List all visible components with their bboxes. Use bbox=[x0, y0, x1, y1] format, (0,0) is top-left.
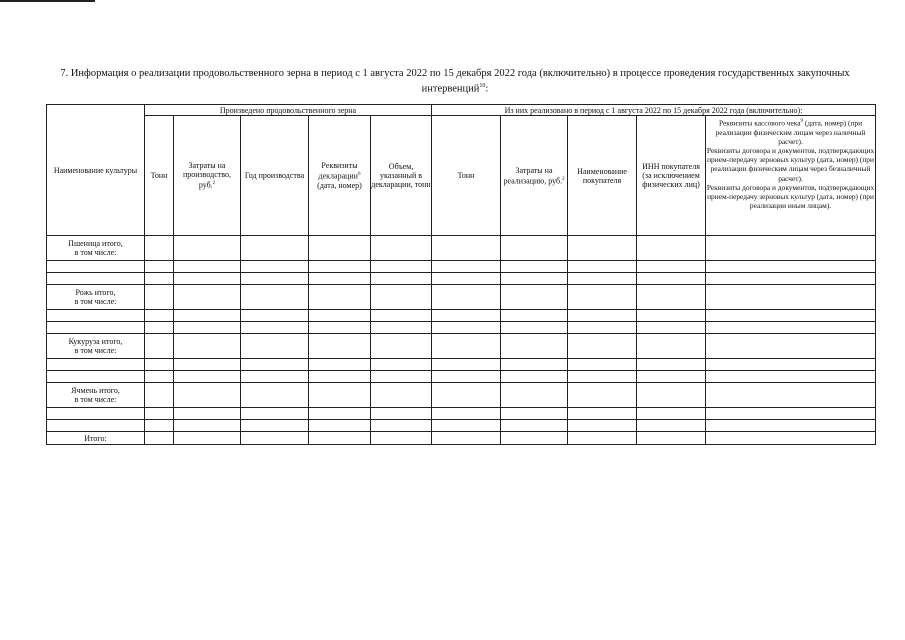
cell[interactable] bbox=[432, 273, 501, 285]
cashless-contract-text: Реквизиты договора и документов, подтверждающих прием-передачу зерновых культур (дата, номер) (при реализации физическим лицам через безналичный расчет). bbox=[706, 146, 875, 183]
cell[interactable] bbox=[637, 420, 706, 432]
cell[interactable] bbox=[371, 420, 432, 432]
cell[interactable] bbox=[371, 322, 432, 334]
cell[interactable] bbox=[432, 420, 501, 432]
cell[interactable] bbox=[501, 322, 568, 334]
table-row-blank bbox=[47, 371, 876, 383]
cell[interactable] bbox=[174, 273, 241, 285]
cell[interactable] bbox=[706, 273, 876, 285]
cell[interactable] bbox=[501, 236, 568, 261]
cell[interactable] bbox=[706, 285, 876, 310]
cell[interactable] bbox=[637, 334, 706, 359]
form-section-title bbox=[40, 67, 870, 96]
cell[interactable] bbox=[241, 432, 309, 445]
table-row-blank bbox=[47, 359, 876, 371]
cell[interactable] bbox=[706, 383, 876, 408]
cell[interactable] bbox=[637, 236, 706, 261]
cell[interactable] bbox=[568, 310, 637, 322]
cell[interactable] bbox=[371, 334, 432, 359]
table-row-barley bbox=[47, 383, 876, 408]
crop-wheat: Пшеница итого, в том числе: bbox=[47, 236, 145, 261]
cell[interactable] bbox=[637, 322, 706, 334]
footnote-10: 10 bbox=[479, 83, 486, 89]
table-row-rye bbox=[47, 285, 876, 310]
cell[interactable] bbox=[706, 236, 876, 261]
cell[interactable] bbox=[241, 322, 309, 334]
header-sale-costs: Затраты на реализацию, руб.$^2$ bbox=[501, 116, 568, 236]
cell[interactable] bbox=[174, 285, 241, 310]
cell[interactable] bbox=[371, 371, 432, 383]
title-line-2: интервенций$^{10}$: bbox=[421, 83, 489, 95]
cell[interactable] bbox=[432, 261, 501, 273]
cell[interactable] bbox=[432, 310, 501, 322]
cell[interactable] bbox=[241, 236, 309, 261]
cell[interactable] bbox=[174, 261, 241, 273]
cell[interactable] bbox=[637, 432, 706, 445]
cell[interactable] bbox=[568, 408, 637, 420]
cell[interactable] bbox=[371, 359, 432, 371]
cell[interactable] bbox=[47, 359, 145, 371]
cell[interactable] bbox=[241, 420, 309, 432]
cell[interactable] bbox=[637, 371, 706, 383]
table-row-blank bbox=[47, 273, 876, 285]
scan-edge-mark bbox=[0, 0, 95, 5]
other-contract-text: Реквизиты договора и документов, подтверждающих прием-передачу зерновых культур (дата, номер) (при реализации иным лицам). bbox=[706, 182, 875, 211]
cell[interactable] bbox=[706, 432, 876, 445]
cell[interactable] bbox=[568, 273, 637, 285]
cell[interactable] bbox=[706, 322, 876, 334]
cell[interactable] bbox=[145, 334, 174, 359]
cell[interactable] bbox=[47, 310, 145, 322]
cell[interactable] bbox=[174, 322, 241, 334]
cell[interactable] bbox=[241, 273, 309, 285]
table-row-blank bbox=[47, 420, 876, 432]
cell[interactable] bbox=[241, 371, 309, 383]
cell[interactable] bbox=[309, 420, 371, 432]
cell[interactable] bbox=[501, 408, 568, 420]
cell[interactable] bbox=[501, 310, 568, 322]
cell[interactable] bbox=[145, 359, 174, 371]
cell[interactable] bbox=[309, 310, 371, 322]
cell[interactable] bbox=[47, 420, 145, 432]
table-row-blank bbox=[47, 322, 876, 334]
cell[interactable] bbox=[47, 408, 145, 420]
cell[interactable] bbox=[145, 310, 174, 322]
table-row-blank bbox=[47, 310, 876, 322]
cell[interactable] bbox=[432, 236, 501, 261]
cell[interactable] bbox=[174, 408, 241, 420]
cell[interactable] bbox=[47, 261, 145, 273]
cell[interactable] bbox=[174, 371, 241, 383]
cell[interactable] bbox=[371, 261, 432, 273]
cell[interactable] bbox=[241, 383, 309, 408]
cell[interactable] bbox=[706, 310, 876, 322]
cell[interactable] bbox=[241, 359, 309, 371]
cell[interactable] bbox=[371, 310, 432, 322]
header-buyer-inn: ИНН покупателя (за исключением физических лиц) bbox=[637, 116, 706, 236]
cell[interactable] bbox=[706, 334, 876, 359]
cell[interactable] bbox=[309, 371, 371, 383]
table-row-total bbox=[47, 432, 876, 445]
cell[interactable] bbox=[241, 285, 309, 310]
cell[interactable] bbox=[371, 273, 432, 285]
cell[interactable] bbox=[432, 285, 501, 310]
cell[interactable] bbox=[568, 383, 637, 408]
cell[interactable] bbox=[309, 432, 371, 445]
crop-barley: Ячмень итого, в том числе: bbox=[47, 383, 145, 408]
cell[interactable] bbox=[432, 322, 501, 334]
cell[interactable] bbox=[174, 383, 241, 408]
cell[interactable] bbox=[145, 261, 174, 273]
cell[interactable] bbox=[432, 432, 501, 445]
receipt-requisites-text: Реквизиты кассового чека$^9$ (дата, номер) (при реализации физическим лицам через наличный расчет). bbox=[715, 118, 866, 146]
cell[interactable] bbox=[568, 334, 637, 359]
crop-corn: Кукуруза итого, в том числе: bbox=[47, 334, 145, 359]
cell[interactable] bbox=[174, 359, 241, 371]
cell[interactable] bbox=[501, 383, 568, 408]
cell[interactable] bbox=[501, 359, 568, 371]
header-buyer-name: Наименование покупателя bbox=[568, 116, 637, 236]
cell[interactable] bbox=[568, 420, 637, 432]
header-tons: Тонн bbox=[145, 116, 174, 236]
cell[interactable] bbox=[309, 285, 371, 310]
header-crop-name: Наименование культуры bbox=[47, 105, 145, 236]
header-production-costs: Затраты на производство, руб.$^2$ bbox=[174, 116, 241, 236]
cell[interactable] bbox=[706, 359, 876, 371]
cell[interactable] bbox=[501, 371, 568, 383]
cell[interactable] bbox=[309, 334, 371, 359]
cell[interactable] bbox=[501, 420, 568, 432]
cell[interactable] bbox=[145, 408, 174, 420]
cell[interactable] bbox=[637, 261, 706, 273]
header-payment-requisites bbox=[706, 116, 876, 236]
cell[interactable] bbox=[568, 432, 637, 445]
grain-sales-table bbox=[46, 104, 876, 445]
cell[interactable] bbox=[241, 310, 309, 322]
cell[interactable] bbox=[432, 359, 501, 371]
header-sold-tons: Тонн bbox=[432, 116, 501, 236]
cell[interactable] bbox=[309, 408, 371, 420]
cell[interactable] bbox=[432, 383, 501, 408]
table-row-corn bbox=[47, 334, 876, 359]
cell[interactable] bbox=[174, 420, 241, 432]
cell[interactable] bbox=[501, 261, 568, 273]
cell[interactable] bbox=[568, 285, 637, 310]
cell[interactable] bbox=[432, 371, 501, 383]
total-label: Итого: bbox=[47, 432, 145, 445]
cell[interactable] bbox=[241, 408, 309, 420]
cell[interactable] bbox=[706, 261, 876, 273]
cell[interactable] bbox=[309, 322, 371, 334]
table-row-blank bbox=[47, 261, 876, 273]
cell[interactable] bbox=[309, 273, 371, 285]
cell[interactable] bbox=[371, 383, 432, 408]
cell[interactable] bbox=[47, 371, 145, 383]
cell[interactable] bbox=[145, 285, 174, 310]
cell[interactable] bbox=[241, 261, 309, 273]
cell[interactable] bbox=[637, 383, 706, 408]
cell[interactable] bbox=[145, 371, 174, 383]
cell[interactable] bbox=[637, 408, 706, 420]
cell[interactable] bbox=[145, 432, 174, 445]
cell[interactable] bbox=[568, 322, 637, 334]
cell[interactable] bbox=[568, 359, 637, 371]
table-row-wheat bbox=[47, 236, 876, 261]
cell[interactable] bbox=[371, 285, 432, 310]
cell[interactable] bbox=[371, 432, 432, 445]
cell[interactable] bbox=[432, 408, 501, 420]
header-declared-volume: Объем, указанный в декларации, тонн bbox=[371, 116, 432, 236]
cell[interactable] bbox=[309, 236, 371, 261]
cell[interactable] bbox=[145, 420, 174, 432]
cell[interactable] bbox=[706, 408, 876, 420]
cell[interactable] bbox=[637, 359, 706, 371]
cell[interactable] bbox=[371, 408, 432, 420]
cell[interactable] bbox=[174, 432, 241, 445]
cell[interactable] bbox=[568, 261, 637, 273]
header-group-produced: Произведено продовольственного зерна bbox=[145, 105, 432, 116]
cell[interactable] bbox=[637, 273, 706, 285]
header-declaration-details: Реквизиты декларации$^6$ (дата, номер) bbox=[309, 116, 371, 236]
cell[interactable] bbox=[47, 273, 145, 285]
cell[interactable] bbox=[568, 371, 637, 383]
cell[interactable] bbox=[309, 383, 371, 408]
cell[interactable] bbox=[371, 236, 432, 261]
cell[interactable] bbox=[309, 359, 371, 371]
cell[interactable] bbox=[145, 236, 174, 261]
title-line-1: 7. Информация о реализации продовольственного зерна в период с 1 августа 2022 по 15 декабря 2022 года (включительно) в процессе проведения государственных закупочных bbox=[60, 68, 850, 79]
cell[interactable] bbox=[145, 322, 174, 334]
cell[interactable] bbox=[568, 236, 637, 261]
cell[interactable] bbox=[145, 383, 174, 408]
cell[interactable] bbox=[501, 334, 568, 359]
cell[interactable] bbox=[637, 310, 706, 322]
cell[interactable] bbox=[501, 285, 568, 310]
cell[interactable] bbox=[706, 420, 876, 432]
cell[interactable] bbox=[145, 273, 174, 285]
table-row-blank bbox=[47, 408, 876, 420]
header-production-year: Год производства bbox=[241, 116, 309, 236]
cell[interactable] bbox=[174, 310, 241, 322]
cell[interactable] bbox=[47, 322, 145, 334]
header-group-sold: Из них реализовано в период с 1 августа 2022 по 15 декабря 2022 года (включительно): bbox=[432, 105, 876, 116]
cell[interactable] bbox=[501, 432, 568, 445]
cell[interactable] bbox=[432, 334, 501, 359]
cell[interactable] bbox=[637, 285, 706, 310]
cell[interactable] bbox=[174, 236, 241, 261]
crop-rye: Рожь итого, в том числе: bbox=[47, 285, 145, 310]
cell[interactable] bbox=[241, 334, 309, 359]
cell[interactable] bbox=[174, 334, 241, 359]
cell[interactable] bbox=[309, 261, 371, 273]
cell[interactable] bbox=[706, 371, 876, 383]
cell[interactable] bbox=[501, 273, 568, 285]
